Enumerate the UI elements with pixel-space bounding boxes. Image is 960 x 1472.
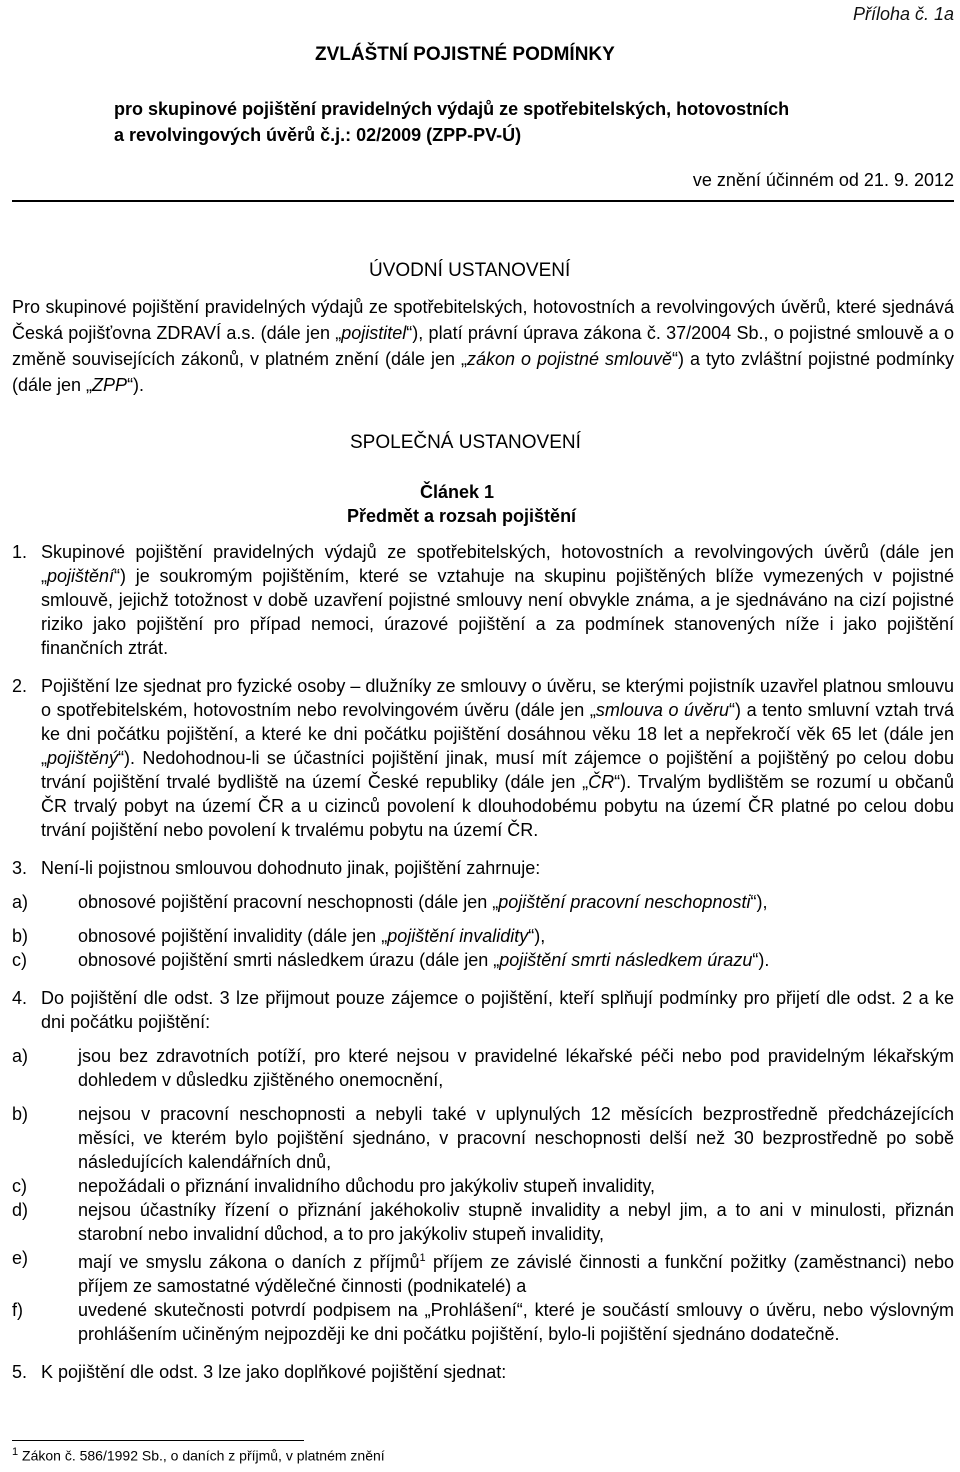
- subtitle-line-2: a revolvingových úvěrů č.j.: 02/2009 (ZPP-PV-Ú): [114, 125, 522, 145]
- footnote-separator: [12, 1440, 304, 1441]
- document-title: ZVLÁŠTNÍ POJISTNÉ PODMÍNKY: [315, 44, 615, 65]
- paragraph-5: 5. K pojištění dle odst. 3 lze jako doplňkové pojištění sjednat:: [12, 1362, 507, 1382]
- list-item: a) obnosové pojištění pracovní neschopnosti (dále jen „pojištění pracovní neschopnosti“),: [12, 892, 768, 912]
- footnote-reference: 1: [419, 1252, 426, 1264]
- article-body: [12, 540, 954, 1398]
- common-provisions-heading: SPOLEČNÁ USTANOVENÍ: [350, 432, 581, 453]
- list-item: b) obnosové pojištění invalidity (dále jen „pojištění invalidity“),: [12, 926, 546, 946]
- paragraph-4: 4. Do pojištění dle odst. 3 lze přijmout pouze zájemce o pojištění, kteří splňují podmínky pro přijetí dle odst. 2 a ke dni počátku pojištění: a) jsou bez zdravotních potíží, pro které nejsou v pravidelné lékařské péči nebo pod pravidelným lékařským dohledem v důsledku zjištěného onemocnění, b) nejsou v pracovní neschopnosti a nebyli také v uplynulých 12 měsících bezprostředně předcházejících měsíci, ve kterém bylo pojištění sjednáno, v pracovní neschopnosti delší než 30 bezprostředně po sobě následujících kalendářních dnů, c) nepožádali o přiznání invalidního důchodu pro jakýkoliv stupeň invalidity, d) nejsou účastníky řízení o přiznání jakéhokoliv stupně invalidity a nebyl jim, a to ani v minulosti, přiznán starobní nebo invalidní důchod, a to pro jakýkoliv stupeň invalidity, e) mají ve smyslu zákona o daních z příjmů$^1$ příjem ze závislé činnosti a funkční požitky (zaměstnanci) nebo příjem ze samostatné výdělečné činnosti (podnikatelé) a f) uvedené skutečnosti potvrdí podpisem na „Prohlášení“, které je součástí smlouvy o úvěru, nebo výslovným prohlášením učiněným nejpozději ke dni počátku pojištění, bylo-li pojištění sjednáno dodatečně.: [12, 988, 954, 1344]
- paragraph-1: 1. Skupinové pojištění pravidelných výdajů ze spotřebitelských, hotovostních a revolvingových úvěrů (dále jen „pojištění“) je soukromým pojištěním, které se vztahuje na skupinu pojištěných blíže vymezených v pojistné smlouvě, jejichž totožnost v době uzavření pojistné smlouvy není obvykle známa, a je sjednáváno na cizí pojistné riziko jako pojištění pro případ nemoci, úrazové pojištění a za podmínek stanovených níže i jako pojištění finančních ztrát.: [12, 542, 954, 658]
- list-item: c) obnosové pojištění smrti následkem úrazu (dále jen „pojištění smrti následkem úrazu“).: [12, 950, 770, 970]
- paragraph-2: 2. Pojištění lze sjednat pro fyzické osoby – dlužníky ze smlouvy o úvěru, se kterými pojistník uzavřel platnou smlouvu o spotřebitelském, hotovostním nebo revolvingovém úvěru (dále jen „smlouva o úvěru“) a tento smluvní vztah trvá ke dni počátku pojištění, a které ke dni počátku pojištění dosáhnou věku 18 let a nepřekročí věk 65 let (dále jen „pojištěný“). Nedohodnou-li se účastníci pojištění jinak, musí mít zájemce o pojištění a pojištěný po celou dobu trvání pojištění trvalé bydliště na území České republiky (dále jen „ČR“). Trvalým bydlištěm se rozumí u občanů ČR trvalý pobyt na území ČR a u cizinců povolení k dlouhodobému pobytu na území ČR platné po celou dobu trvání pojištění nebo povolení k trvalému pobytu na území ČR.: [12, 676, 954, 840]
- annex-label: Příloha č. 1a: [852, 4, 954, 24]
- list-item: f) uvedené skutečnosti potvrdí podpisem na „Prohlášení“, které je součástí smlouvy o úvěru, nebo výslovným prohlášením učiněným nejpozději ke dni počátku pojištění, bylo-li pojištění sjednáno dodatečně.: [12, 1300, 954, 1344]
- paragraph-3: 3. Není-li pojistnou smlouvou dohodnuto jinak, pojištění zahrnuje: a) obnosové pojištění pracovní neschopnosti (dále jen „pojištění pracovní neschopnosti“), b) obnosové pojištění invalidity (dále jen „pojištění invalidity“), c) obnosové pojištění smrti následkem úrazu (dále jen „pojištění smrti následkem úrazu“).: [12, 856, 954, 972]
- list-item: a) jsou bez zdravotních potíží, pro které nejsou v pravidelné lékařské péči nebo pod pravidelným lékařským dohledem v důsledku zjištěného onemocnění,: [12, 1046, 954, 1090]
- article-number: Článek 1: [420, 482, 495, 502]
- version-date: ve znění účinném od 21. 9. 2012: [692, 170, 954, 190]
- header-separator: [12, 200, 954, 202]
- footnote: $^1$ Zákon č. 586/1992 Sb., o daních z příjmů, v platném znění: [12, 1446, 385, 1464]
- subtitle-line-1: pro skupinové pojištění pravidelných výdajů ze spotřebitelských, hotovostních: [114, 99, 790, 119]
- intro-heading: ÚVODNÍ USTANOVENÍ: [369, 260, 571, 281]
- list-item: b) nejsou v pracovní neschopnosti a nebyli také v uplynulých 12 měsících bezprostředně předcházejících měsíci, ve kterém bylo pojištění sjednáno, v pracovní neschopnosti delší než 30 bezprostředně po sobě následujících kalendářních dnů,: [12, 1104, 954, 1172]
- document-subtitle: [114, 96, 789, 148]
- list-item: e) mají ve smyslu zákona o daních z příjmů$^1$ příjem ze závislé činnosti a funkční požitky (zaměstnanci) nebo příjem ze samostatné výdělečné činnosti (podnikatelé) a: [12, 1248, 954, 1296]
- article-title: Předmět a rozsah pojištění: [347, 506, 577, 526]
- list-item: d) nejsou účastníky řízení o přiznání jakéhokoliv stupně invalidity a nebyl jim, a to ani v minulosti, přiznán starobní nebo invalidní důchod, a to pro jakýkoliv stupeň invalidity,: [12, 1200, 954, 1244]
- document-page: [12, 0, 954, 1472]
- intro-paragraph: Pro skupinové pojištění pravidelných výdajů ze spotřebitelských, hotovostních a revolvingových úvěrů, které sjednává Česká pojišťovna ZDRAVÍ a.s. (dále jen „pojistitel“), platí právní úprava zákona č. 37/2004 Sb., o pojistné smlouvě a o změně souvisejících zákonů, v platném znění (dále jen „zákon o pojistné smlouvě“) a tyto zvláštní pojistné podmínky (dále jen „ZPP“).: [12, 297, 954, 395]
- list-item: c) nepožádali o přiznání invalidního důchodu pro jakýkoliv stupeň invalidity,: [12, 1176, 656, 1196]
